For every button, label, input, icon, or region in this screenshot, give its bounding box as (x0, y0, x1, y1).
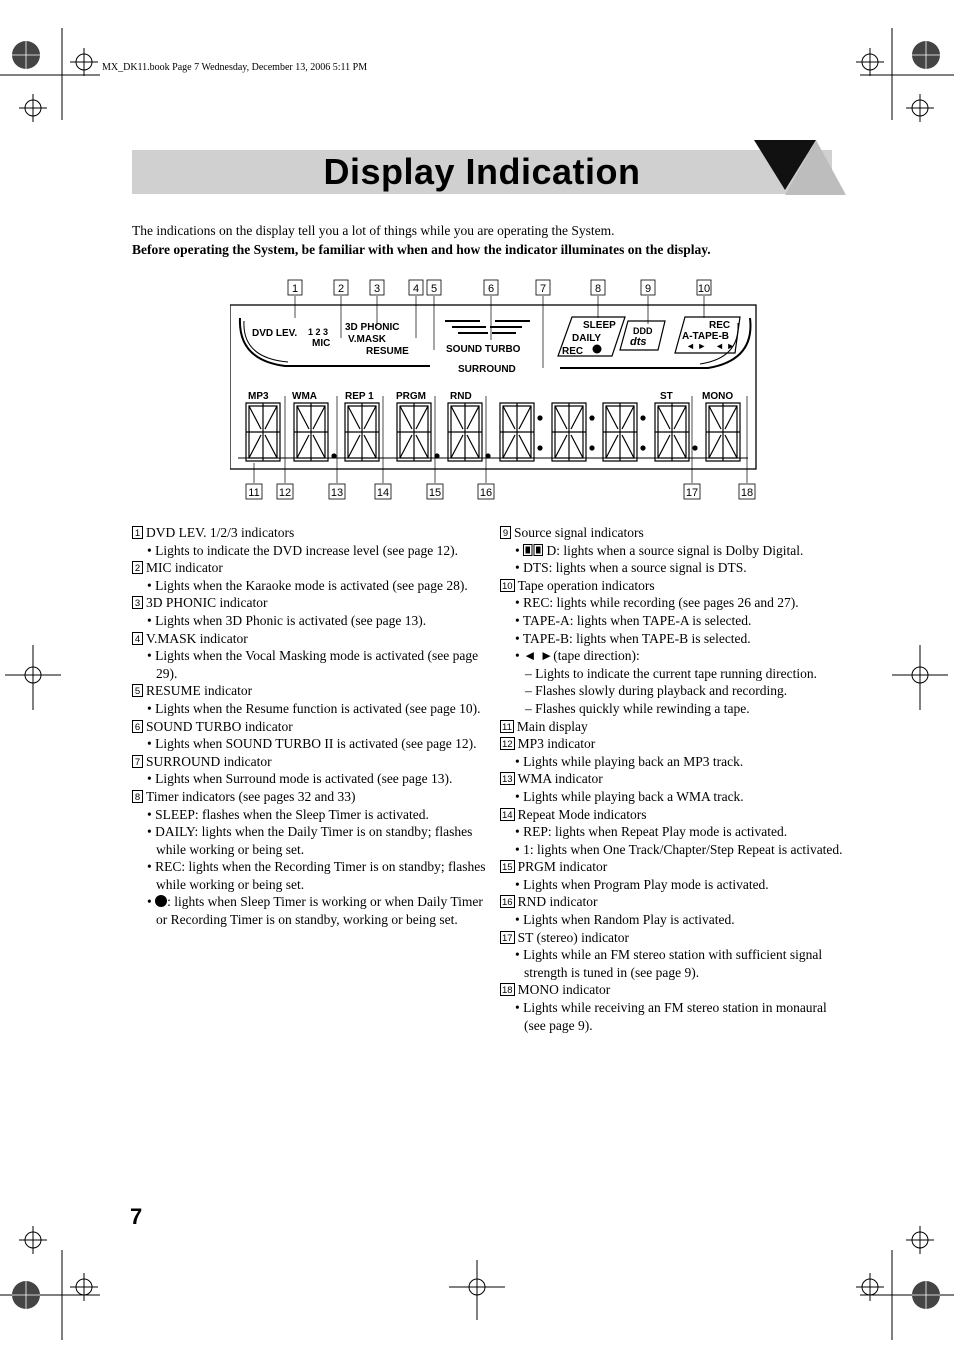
intro-line-2: Before operating the System, be familiar with when and how the indicator illuminates on the display. (132, 242, 711, 257)
segment-character (246, 403, 280, 461)
callout-number: 10 (697, 283, 711, 295)
item-number: 14 (502, 809, 513, 821)
item-heading: Timer indicators (see pages 32 and 33) (146, 788, 356, 804)
item-number: 16 (502, 897, 513, 909)
clock-icon (593, 345, 602, 354)
callout-number: 15 (428, 487, 442, 499)
item-number: 12 (502, 739, 513, 751)
segment-character (397, 403, 431, 461)
item-number: 13 (502, 774, 513, 786)
bullet: • Lights when the Karaoke mode is activated (see page 28). (132, 577, 492, 595)
bullet: • Lights while playing back an MP3 track. (500, 753, 850, 771)
item-number: 8 (132, 790, 143, 803)
bullet-dolby: • D: lights when a source signal is Dolby Digital. (500, 542, 850, 560)
bullet: • REP: lights when Repeat Play mode is activated. (500, 823, 850, 841)
segment-character (603, 403, 637, 461)
item-heading: SOUND TURBO indicator (146, 718, 293, 734)
segment-dot (435, 454, 439, 458)
lev-numbers-label: 1 2 3 (308, 327, 329, 337)
a-tape-b-label: A-TAPE-B (682, 331, 730, 342)
resume-label: RESUME (366, 346, 409, 357)
bullet: • REC: lights when the Recording Timer is on standby; flashes while working or being set. (132, 858, 492, 893)
bullet: • Lights when the Resume function is activated (see page 10). (132, 700, 492, 718)
rep-label: REP 1 (345, 391, 374, 402)
item-heading: RESUME indicator (146, 683, 253, 699)
item-5 (132, 682, 492, 717)
item-10 (500, 577, 850, 718)
callout-number: 18 (740, 487, 754, 499)
rec-timer-label: REC (562, 346, 584, 357)
segment-character (552, 403, 586, 461)
item-number: 9 (500, 526, 511, 539)
segment-dot (332, 454, 336, 458)
bullet: • TAPE-A: lights when TAPE-A is selected. (500, 612, 850, 630)
segment-character (448, 403, 482, 461)
item-number: 11 (502, 721, 512, 733)
dvd-lev-label: DVD LEV. (252, 328, 298, 339)
segment-dot (693, 446, 697, 450)
dash-item: – Lights to indicate the current tape running direction. (525, 665, 818, 681)
mono-label: MONO (702, 391, 734, 402)
item-heading: DVD LEV. 1/2/3 indicators (146, 525, 295, 540)
dash-item: – Flashes slowly during playback and recording. (525, 683, 788, 699)
3d-phonic-label: 3D PHONIC (345, 322, 400, 333)
segment-dot (486, 454, 490, 458)
bullet: • Lights when Surround mode is activated (see page 13). (132, 770, 492, 788)
item-heading: V.MASK indicator (146, 630, 248, 646)
item-9 (500, 524, 850, 577)
item-heading: RND indicator (517, 894, 598, 910)
item-heading: MONO indicator (517, 982, 611, 998)
callout-number: 17 (685, 487, 699, 499)
segment-character (706, 403, 740, 461)
item-2 (132, 559, 492, 594)
callout-number: 3 (373, 283, 381, 295)
item-heading: Tape operation indicators (517, 577, 655, 593)
callout-number: 11 (248, 487, 260, 499)
callout-number: 13 (330, 487, 344, 499)
item-8 (132, 788, 492, 929)
item-heading: PRGM indicator (517, 859, 608, 875)
bullet: • Lights while receiving an FM stereo station in monaural (see page 9). (500, 999, 850, 1034)
daily-label: DAILY (572, 333, 602, 344)
bullet: • Lights while an FM stereo station with sufficient signal strength is tuned in (see page 9). (500, 946, 850, 981)
callout-number: 7 (539, 283, 547, 295)
bullet-dts: • DTS: lights when a source signal is DTS. (500, 559, 850, 577)
item-17 (500, 929, 850, 982)
item-18 (500, 981, 850, 1034)
svg-text:◄ ►: ◄ ► (715, 341, 736, 351)
callout-number: 12 (278, 487, 292, 499)
callout-number: 9 (644, 283, 652, 295)
item-heading: WMA indicator (517, 771, 603, 787)
intro-text (132, 221, 852, 259)
clock-icon (155, 895, 167, 907)
wma-label: WMA (292, 391, 317, 402)
item-heading: 3D PHONIC indicator (146, 595, 268, 611)
item-heading: MP3 indicator (517, 736, 596, 752)
prgm-label: PRGM (396, 391, 426, 402)
dolby-label: DDD (633, 326, 653, 336)
right-column (500, 524, 850, 1034)
bullet: • Lights while playing back a WMA track. (500, 788, 850, 806)
item-number: 17 (502, 932, 513, 944)
item-16 (500, 893, 850, 928)
item-heading: ST (stereo) indicator (517, 929, 630, 945)
bullet-tape-direction: • ◄ ►(tape direction): (500, 647, 850, 665)
segment-character (345, 403, 379, 461)
item-number: 10 (502, 580, 513, 592)
callout-number: 1 (291, 283, 299, 295)
mic-label: MIC (312, 338, 331, 349)
sound-turbo-label: SOUND TURBO (446, 344, 521, 355)
segment-character (500, 403, 534, 461)
item-heading: MIC indicator (146, 560, 223, 576)
callout-number: 5 (430, 283, 438, 295)
item-6 (132, 718, 492, 753)
dash-item: – Flashes quickly while rewinding a tape. (525, 700, 750, 716)
item-number: 3 (132, 596, 143, 609)
segment-dot (641, 446, 645, 450)
dts-label: dts (630, 336, 647, 348)
bullet: • Lights when 3D Phonic is activated (see page 13). (132, 612, 492, 630)
bullet: • Lights when Random Play is activated. (500, 911, 850, 929)
vmask-label: V.MASK (348, 334, 386, 345)
intro-line-1: The indications on the display tell you a lot of things while you are operating the System. (132, 223, 615, 238)
callout-number: 8 (594, 283, 602, 295)
item-number: 15 (502, 862, 513, 874)
item-number: 7 (132, 755, 143, 768)
callout-number: 4 (412, 283, 420, 295)
item-heading: Main display (516, 718, 588, 734)
file-header-line: MX_DK11.book Page 7 Wednesday, December 13, 2006 5:11 PM (102, 62, 368, 73)
item-15 (500, 858, 850, 893)
item-1 (132, 524, 492, 559)
item-number: 18 (502, 985, 513, 997)
segment-character (294, 403, 328, 461)
item-heading: SURROUND indicator (146, 753, 272, 769)
item-number: 2 (132, 561, 143, 574)
item-14 (500, 806, 850, 859)
callout-number: 2 (337, 283, 345, 295)
segment-character (655, 403, 689, 461)
bullet: • SLEEP: flashes when the Sleep Timer is activated. (132, 806, 492, 824)
item-number: 4 (132, 632, 143, 645)
item-12 (500, 735, 850, 770)
item-4 (132, 630, 492, 683)
left-column (132, 524, 492, 929)
bullet: • Lights when the Vocal Masking mode is activated (see page 29). (132, 647, 492, 682)
item-13 (500, 770, 850, 805)
segment-dot (538, 446, 542, 450)
st-label: ST (660, 391, 673, 402)
page-number: 7 (130, 1204, 143, 1229)
item-number: 1 (132, 526, 143, 539)
display-diagram (230, 278, 760, 506)
item-number: 6 (132, 720, 143, 733)
tape-direction-icon: ◄ ► (686, 341, 707, 351)
callout-number: 14 (376, 487, 390, 499)
item-11 (500, 718, 850, 736)
segment-dot (641, 416, 645, 420)
item-number: 5 (132, 684, 143, 697)
segment-dot (538, 416, 542, 420)
mp3-label: MP3 (248, 391, 269, 402)
item-7 (132, 753, 492, 788)
bullet: • TAPE-B: lights when TAPE-B is selected. (500, 630, 850, 648)
bullet: • DAILY: lights when the Daily Timer is on standby; flashes while working or being set. (132, 823, 492, 858)
segment-dot (590, 446, 594, 450)
segment-dot (590, 416, 594, 420)
bullet: • Lights when SOUND TURBO II is activated (see page 12). (132, 735, 492, 753)
bullet: • Lights when Program Play mode is activated. (500, 876, 850, 894)
sleep-label: SLEEP (583, 320, 616, 331)
item-3 (132, 594, 492, 629)
surround-label: SURROUND (458, 364, 516, 375)
dolby-dd-icon (523, 544, 543, 556)
bullet-clock: • : lights when Sleep Timer is working or when Daily Timer or Recording Timer is on standby, working or being set. (132, 893, 492, 928)
callout-number: 6 (487, 283, 495, 295)
bullet: • Lights to indicate the DVD increase level (see page 12). (132, 542, 492, 560)
item-heading: Repeat Mode indicators (517, 806, 647, 822)
rnd-label: RND (450, 391, 472, 402)
item-heading: Source signal indicators (514, 525, 644, 540)
callout-number: 16 (479, 487, 493, 499)
rec-tape-label: REC (709, 320, 731, 331)
bullet: • REC: lights while recording (see pages 26 and 27). (500, 594, 850, 612)
page-title: Display Indication (323, 151, 641, 192)
bullet: • 1: lights when One Track/Chapter/Step Repeat is activated. (500, 841, 850, 859)
